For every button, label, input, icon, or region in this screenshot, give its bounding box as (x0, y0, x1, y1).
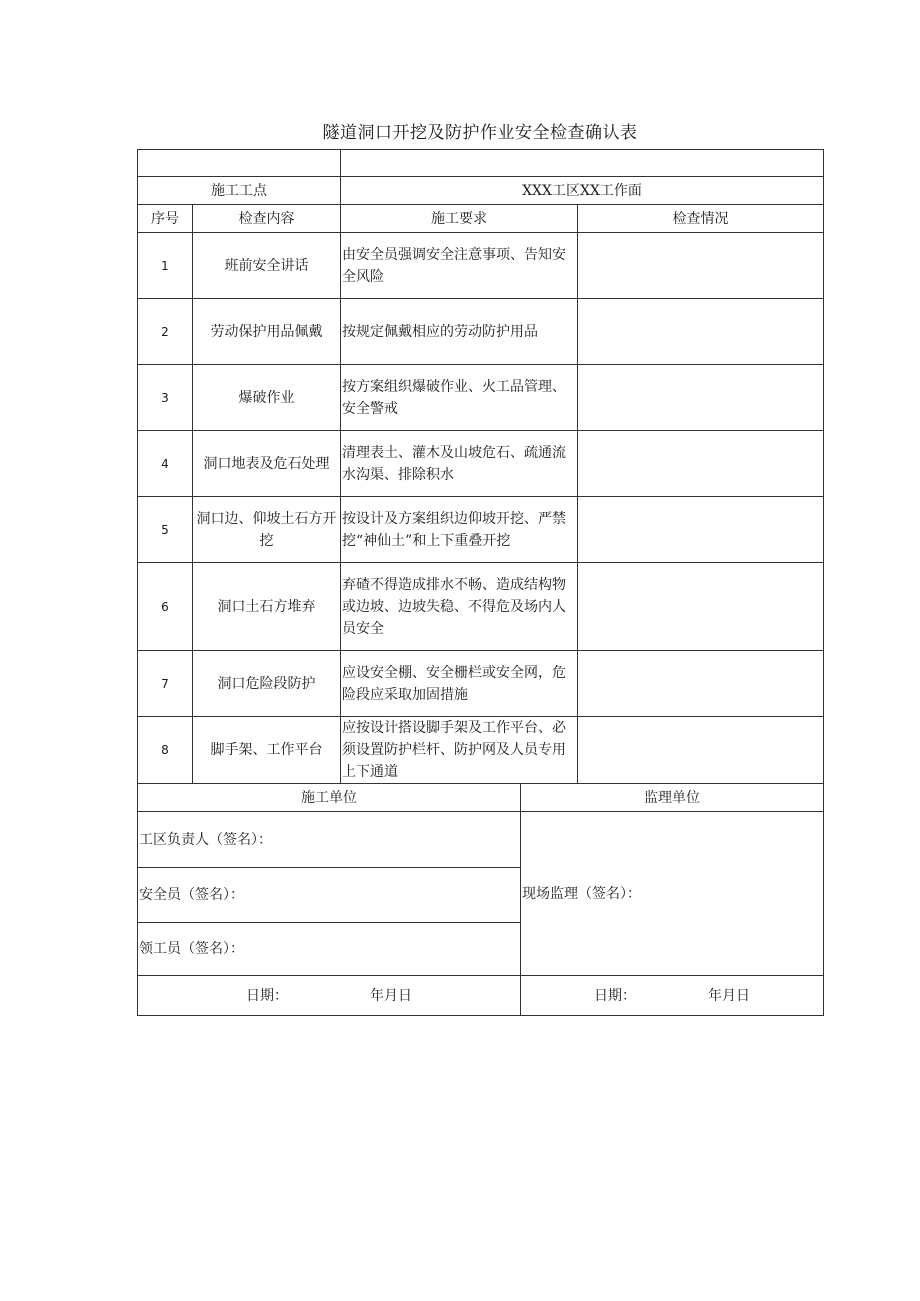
sign-row-1 (138, 812, 824, 868)
check-row (138, 233, 824, 299)
section-leader-signature: 工区负责人（签名）： (138, 812, 521, 868)
header-status: 检查情况 (578, 205, 824, 233)
blank-row (138, 150, 824, 177)
check-row (138, 717, 824, 784)
requirement: 按规定佩戴相应的劳动防护用品 (341, 299, 578, 365)
requirement: 应设安全棚、安全栅栏或安全网，危险段应采取加固措施 (341, 651, 578, 717)
supervision-date-format: 年月日 (708, 987, 750, 1004)
safety-officer-signature: 安全员（签名）： (138, 868, 521, 923)
row-number: 1 (138, 233, 193, 299)
check-item: 洞口土石方堆弃 (193, 563, 341, 651)
site-supervisor-signature: 现场监理（签名）： (521, 812, 824, 976)
requirement: 按设计及方案组织边仰坡开挖、严禁挖“神仙土”和上下重叠开挖 (341, 497, 578, 563)
check-row (138, 563, 824, 651)
row-number: 2 (138, 299, 193, 365)
check-row (138, 431, 824, 497)
check-item: 洞口地表及危石处理 (193, 431, 341, 497)
row-number: 7 (138, 651, 193, 717)
blank-cell-left (138, 150, 341, 177)
check-status (578, 563, 824, 651)
supervision-date-label: 日期： (594, 987, 636, 1004)
foreman-signature: 领工员（签名）： (138, 923, 521, 976)
row-number: 3 (138, 365, 193, 431)
check-row (138, 365, 824, 431)
check-status (578, 299, 824, 365)
header-requirement: 施工要求 (341, 205, 578, 233)
requirement: 应按设计搭设脚手架及工作平台、必须设置防护栏杆、防护网及人员专用上下通道 (341, 717, 578, 784)
construction-date-label: 日期： (246, 987, 288, 1004)
requirement: 按方案组织爆破作业、火工品管理、安全警戒 (341, 365, 578, 431)
check-row (138, 497, 824, 563)
inspection-table (137, 149, 824, 1016)
check-item: 爆破作业 (193, 365, 341, 431)
row-number: 5 (138, 497, 193, 563)
unit-header-row (138, 784, 824, 812)
requirement: 由安全员强调安全注意事项、告知安全风险 (341, 233, 578, 299)
header-item: 检查内容 (193, 205, 341, 233)
form-title: 隧道洞口开挖及防护作业安全检查确认表 (322, 123, 638, 143)
site-value: XXX工区XX工作面 (341, 177, 824, 205)
check-status (578, 431, 824, 497)
check-status (578, 497, 824, 563)
supervision-unit-label: 监理单位 (521, 784, 824, 812)
row-number: 4 (138, 431, 193, 497)
check-status (578, 651, 824, 717)
check-row (138, 299, 824, 365)
site-row (138, 177, 824, 205)
supervision-date (521, 976, 824, 1016)
blank-cell-right (341, 150, 824, 177)
check-item: 班前安全讲话 (193, 233, 341, 299)
date-row (138, 976, 824, 1016)
check-item: 洞口边、仰坡土石方开挖 (193, 497, 341, 563)
check-item: 脚手架、工作平台 (193, 717, 341, 784)
check-status (578, 717, 824, 784)
construction-date-format: 年月日 (370, 987, 412, 1004)
site-label: 施工工点 (138, 177, 341, 205)
check-row (138, 651, 824, 717)
header-no: 序号 (138, 205, 193, 233)
row-number: 6 (138, 563, 193, 651)
row-number: 8 (138, 717, 193, 784)
construction-date (138, 976, 521, 1016)
header-row (138, 205, 824, 233)
check-status (578, 233, 824, 299)
check-status (578, 365, 824, 431)
requirement: 弃碴不得造成排水不畅、造成结构物或边坡、边坡失稳、不得危及场内人员安全 (341, 563, 578, 651)
check-item: 劳动保护用品佩戴 (193, 299, 341, 365)
construction-unit-label: 施工单位 (138, 784, 521, 812)
check-item: 洞口危险段防护 (193, 651, 341, 717)
requirement: 清理表土、灌木及山坡危石、疏通流水沟渠、排除积水 (341, 431, 578, 497)
